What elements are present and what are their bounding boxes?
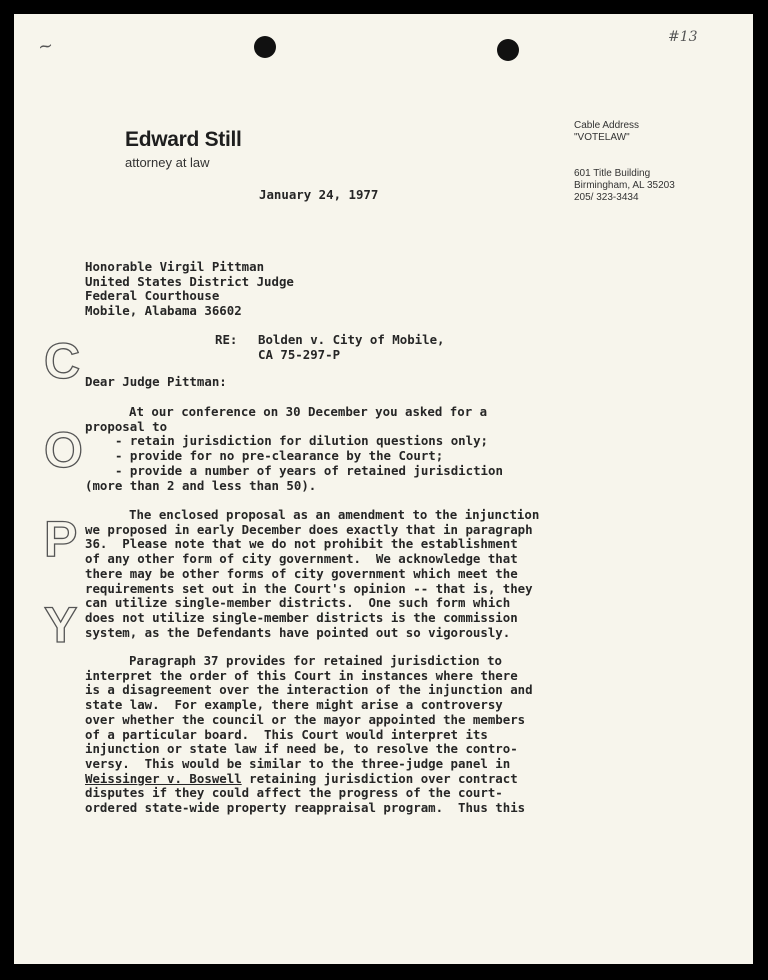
letter-date: January 24, 1977 xyxy=(259,187,379,202)
recipient-line: Federal Courthouse xyxy=(85,288,220,304)
address-line-1: 601 Title Building xyxy=(574,168,651,179)
case-citation-rest: retaining jurisdiction over contract xyxy=(241,770,518,786)
paragraph-line: 36. Please note that we do not prohibit the establishment xyxy=(85,536,518,552)
paragraph-line: disputes if they could affect the progress of the court- xyxy=(85,785,503,801)
paragraph-line: injunction or state law if need be, to resolve the contro- xyxy=(85,741,518,757)
re-label: RE: xyxy=(215,332,238,347)
salutation: Dear Judge Pittman: xyxy=(85,374,227,389)
phone-number: 205/ 323-3434 xyxy=(574,192,639,203)
paragraph-line: system, as the Defendants have pointed out so vigorously. xyxy=(85,624,511,640)
list-item: - provide for no pre-clearance by the Court; xyxy=(115,448,444,464)
paragraph-1 xyxy=(85,405,503,493)
paragraph-line: ordered state-wide property reappraisal program. Thus this xyxy=(85,800,526,816)
paragraph-2 xyxy=(85,508,539,640)
copy-stamp-letter: O xyxy=(44,422,83,478)
list-item: - provide a number of years of retained jurisdiction xyxy=(115,462,503,478)
letterhead-name: Edward Still xyxy=(125,128,242,151)
paragraph-line: versy. This would be similar to the three-judge panel in xyxy=(85,755,511,771)
paragraph-line: can utilize single-member districts. One such form which xyxy=(85,595,511,611)
letterhead-title: attorney at law xyxy=(125,155,210,170)
letterhead-address xyxy=(574,168,675,204)
recipient-line: Mobile, Alabama 36602 xyxy=(85,303,242,319)
paragraph-line: requirements set out in the Court's opinion -- that is, they xyxy=(85,580,533,596)
re-subject xyxy=(258,333,445,362)
cable-label: Cable Address xyxy=(574,120,640,131)
punch-hole xyxy=(497,39,519,61)
list-item: - retain jurisdiction for dilution questions only; xyxy=(115,433,488,449)
paragraph-line: The enclosed proposal as an amendment to the injunction xyxy=(129,507,540,522)
recipient-address xyxy=(85,260,294,319)
paragraph-line: of any other form of city government. We acknowledge that xyxy=(85,551,518,567)
copy-stamp-letter: C xyxy=(44,333,81,389)
paragraph-line: of a particular board. This Court would interpret its xyxy=(85,726,488,742)
paragraph-line: state law. For example, there might arise a controversy xyxy=(85,697,503,713)
paragraph-line: Paragraph 37 provides for retained jurisdiction to xyxy=(129,653,502,668)
copy-stamp-letter: Y xyxy=(44,597,78,653)
paragraph-line: proposal to xyxy=(85,418,168,434)
recipient-line: United States District Judge xyxy=(85,273,294,289)
re-line: Bolden v. City of Mobile, xyxy=(258,332,445,347)
paragraph-line: is a disagreement over the interaction of the injunction and xyxy=(85,682,533,698)
margin-scribble: ~ xyxy=(36,35,55,58)
address-line-2: Birmingham, AL 35203 xyxy=(574,180,675,191)
paragraph-line: interpret the order of this Court in instances where there xyxy=(85,667,518,683)
copy-stamp-letter: P xyxy=(44,511,78,567)
paragraph-line xyxy=(85,772,533,787)
paragraph-line: there may be other forms of city government which meet the xyxy=(85,565,518,581)
letter-page xyxy=(14,14,753,964)
paragraph-3 xyxy=(85,654,533,816)
re-line: CA 75-297-P xyxy=(258,346,341,362)
case-citation: Weissinger v. Boswell xyxy=(85,770,242,786)
cable-value: "VOTELAW" xyxy=(574,132,630,143)
paragraph-line: does not utilize single-member districts is the commission xyxy=(85,609,518,625)
recipient-line: Honorable Virgil Pittman xyxy=(85,259,265,274)
handwritten-page-mark: #13 xyxy=(668,29,698,45)
paragraph-line: At our conference on 30 December you asked for a xyxy=(129,404,488,419)
letterhead-cable xyxy=(574,120,639,144)
punch-hole xyxy=(254,36,276,58)
paragraph-line: over whether the council or the mayor appointed the members xyxy=(85,711,526,727)
paragraph-line: (more than 2 and less than 50). xyxy=(85,477,317,493)
paragraph-line: we proposed in early December does exactly that in paragraph xyxy=(85,521,533,537)
